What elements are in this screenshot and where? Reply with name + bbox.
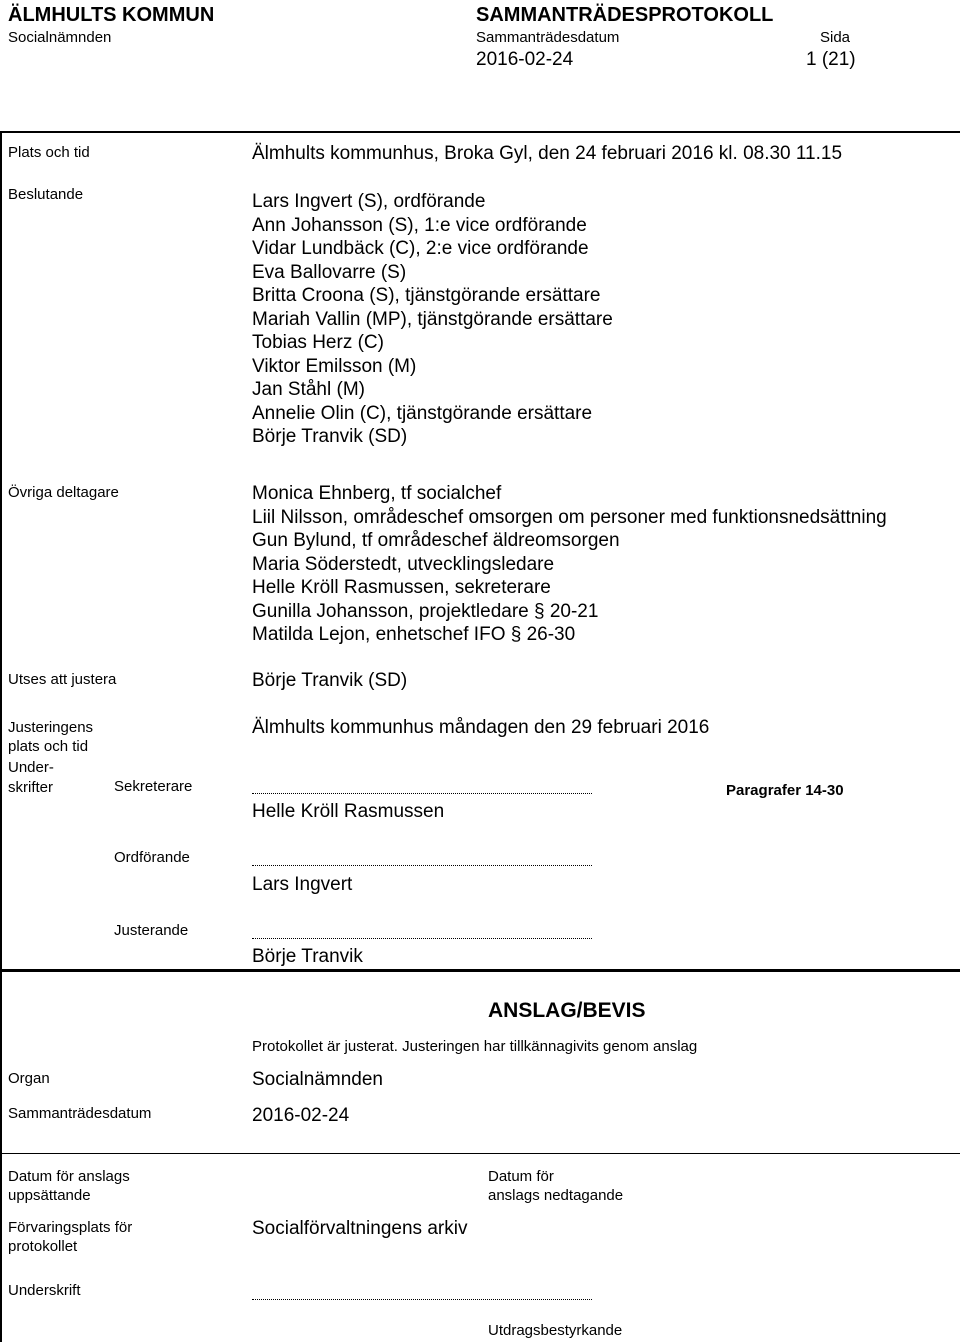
committee-name: Socialnämnden [8, 29, 112, 46]
deciding-member: Viktor Emilsson (M) [252, 355, 417, 377]
municipality-name: ÄLMHULTS KOMMUN [8, 4, 215, 26]
adjuster-value: Börje Tranvik (SD) [252, 670, 408, 691]
secretary-name: Helle Kröll Rasmussen [252, 801, 445, 822]
notice-signature-line [252, 1299, 592, 1300]
section-divider [0, 969, 960, 972]
deciding-member: Börje Tranvik (SD) [252, 426, 408, 447]
adjuster-name: Börje Tranvik [252, 946, 363, 967]
deciding-member: Eva Ballovarre (S) [252, 261, 407, 283]
secretary-signature-line [252, 793, 592, 794]
other-participant: Helle Kröll Rasmussen, sekreterare [252, 577, 551, 598]
place-time-value: Älmhults kommunhus, Broka Gyl, den 24 februari 2016 kl. 08.30 11.15 [252, 143, 843, 164]
deciding-member: Jan Ståhl (M) [252, 379, 365, 400]
adjuster-signature-label: Justerande [114, 922, 189, 939]
notice-left-rule [0, 970, 2, 1342]
signatures-label: Under- skrifter [8, 759, 54, 796]
place-time-label: Plats och tid [8, 144, 90, 161]
adjust-place-label: Justeringens plats och tid [8, 719, 94, 755]
notice-title: ANSLAG/BEVIS [488, 999, 646, 1022]
deciding-list [252, 190, 613, 449]
other-participant: Matilda Lejon, enhetschef IFO § 26-30 [252, 624, 576, 645]
other-participant: Liil Nilsson, områdeschef omsorgen om personer med funktionsnedsättning [252, 506, 887, 528]
notice-rule [0, 1153, 960, 1154]
adjuster-signature-line [252, 938, 592, 939]
frame-left-rule [0, 131, 2, 971]
others-label: Övriga deltagare [8, 484, 119, 501]
secretary-label: Sekreterare [114, 778, 193, 795]
notice-date-value: 2016-02-24 [252, 1105, 350, 1126]
deciding-member: Britta Croona (S), tjänstgörande ersättare [252, 285, 601, 306]
page-label: Sida [820, 29, 851, 46]
page-number: 1 (21) [806, 49, 856, 70]
adjust-place-value: Älmhults kommunhus måndagen den 29 februari 2016 [252, 717, 710, 738]
paragraphs-range: Paragrafer 14-30 [726, 782, 844, 799]
deciding-member: Mariah Vallin (MP), tjänstgörande ersättare [252, 308, 613, 330]
chair-label: Ordförande [114, 849, 190, 866]
notice-statement: Protokollet är justerat. Justeringen har tillkännagivits genom anslag [252, 1038, 698, 1055]
deciding-member: Vidar Lundbäck (C), 2:e vice ordförande [252, 238, 589, 259]
storage-label: Förvaringsplats för protokollet [8, 1219, 133, 1255]
frame-top-rule [0, 131, 960, 133]
deciding-member: Tobias Herz (C) [252, 332, 384, 353]
adjuster-label: Utses att justera [8, 671, 117, 688]
organ-value: Socialnämnden [252, 1069, 383, 1090]
deciding-member: Annelie Olin (C), tjänstgörande ersättare [252, 402, 593, 424]
extract-label: Utdragsbestyrkande [488, 1322, 623, 1339]
other-participant: Gun Bylund, tf områdeschef äldreomsorgen [252, 530, 620, 551]
storage-value: Socialförvaltningens arkiv [252, 1218, 468, 1239]
other-participant: Gunilla Johansson, projektledare § 20-21 [252, 600, 599, 622]
others-list [252, 482, 887, 647]
deciding-member: Lars Ingvert (S), ordförande [252, 191, 486, 212]
document-type: SAMMANTRÄDESPROTOKOLL [476, 4, 774, 26]
deciding-label: Beslutande [8, 186, 84, 203]
signature-label: Underskrift [8, 1282, 81, 1299]
other-participant: Monica Ehnberg, tf socialchef [252, 483, 502, 504]
removed-date-label: Datum för anslags nedtagande [488, 1168, 624, 1204]
posted-date-label: Datum för anslags uppsättande [8, 1168, 130, 1204]
notice-date-label: Sammanträdesdatum [8, 1105, 152, 1122]
meeting-date: 2016-02-24 [476, 49, 574, 70]
organ-label: Organ [8, 1070, 50, 1087]
chair-signature-line [252, 865, 592, 866]
deciding-member: Ann Johansson (S), 1:e vice ordförande [252, 214, 587, 236]
other-participant: Maria Söderstedt, utvecklingsledare [252, 553, 555, 575]
meeting-date-label: Sammanträdesdatum [476, 29, 620, 46]
chair-name: Lars Ingvert [252, 874, 353, 895]
